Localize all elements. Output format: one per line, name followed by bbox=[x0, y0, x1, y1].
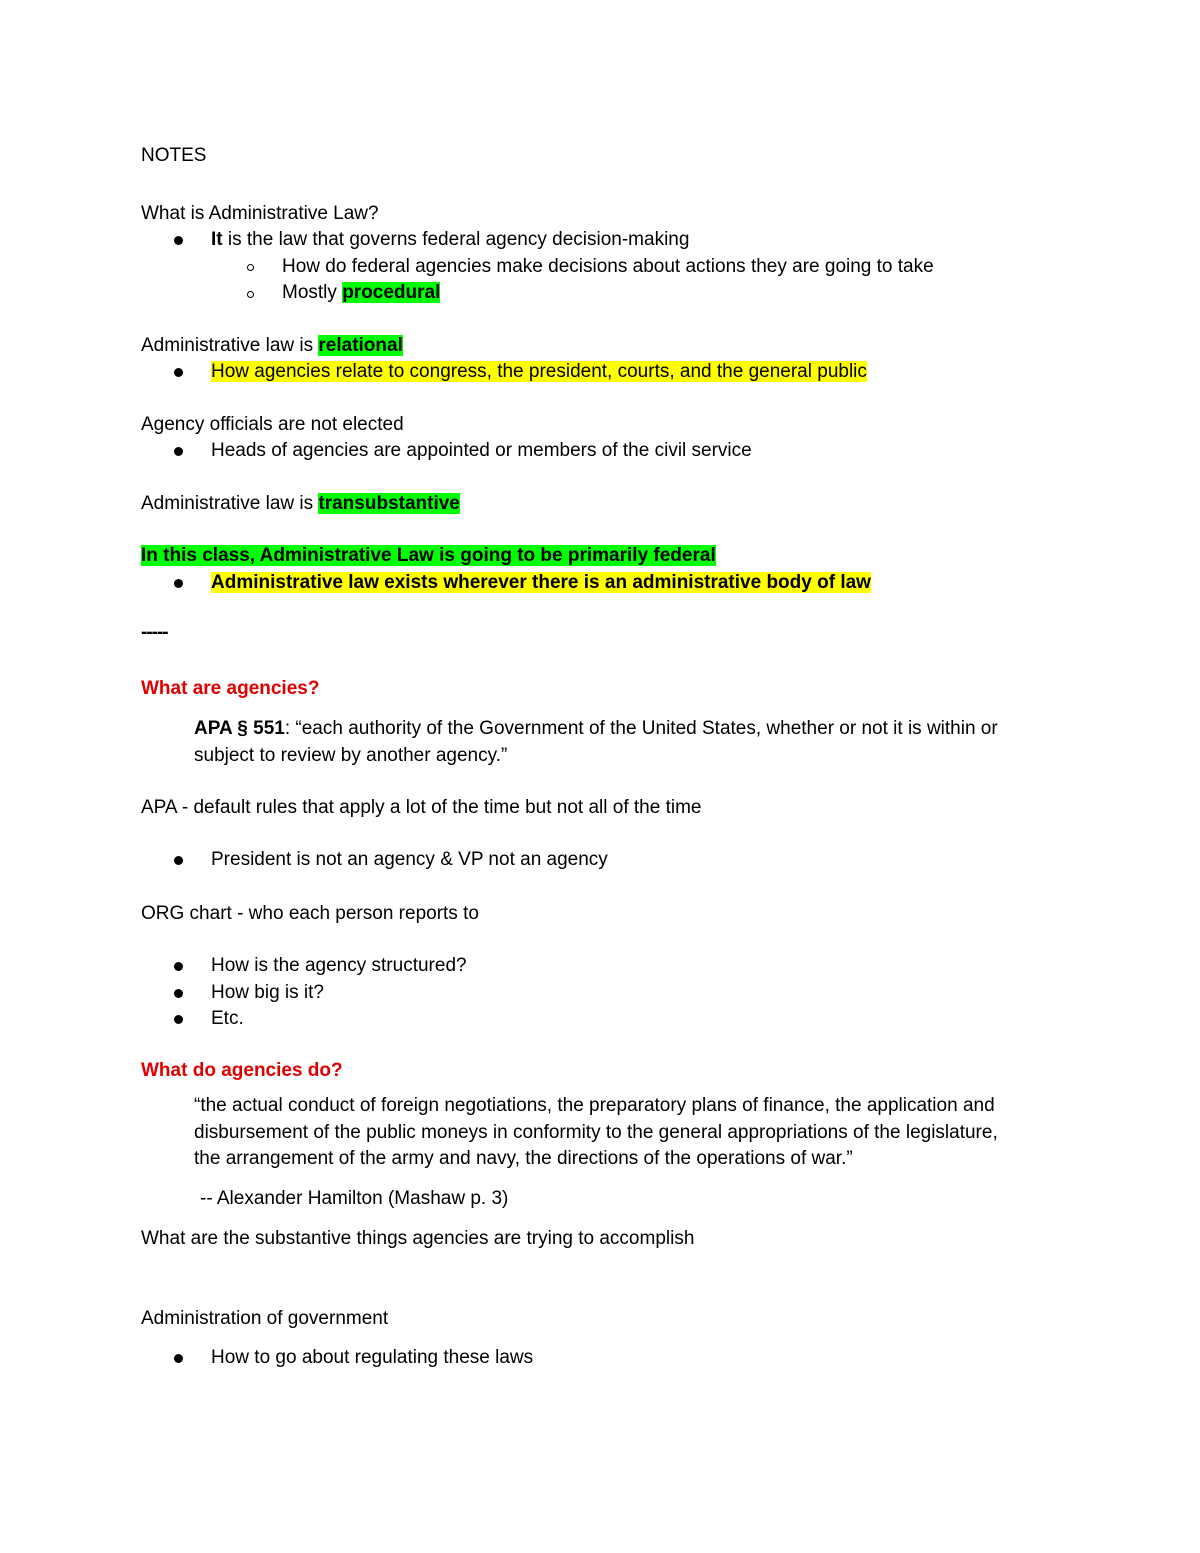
highlight-transubstantive: transubstantive bbox=[318, 493, 460, 514]
bullet-icon bbox=[174, 571, 183, 595]
bullet-icon bbox=[174, 954, 183, 978]
bullet-icon bbox=[174, 1346, 183, 1370]
apa-definition-cont: subject to review by another agency.” bbox=[194, 745, 508, 766]
sub-list-item: How do federal agencies make decisions about actions they are going to take bbox=[282, 256, 934, 277]
bullet-icon bbox=[174, 228, 183, 252]
bullet-icon bbox=[174, 439, 183, 463]
list-item: How to go about regulating these laws bbox=[211, 1347, 534, 1368]
apa-default-rules: APA - default rules that apply a lot of the time but not all of the time bbox=[141, 797, 702, 818]
quote-attribution: -- Alexander Hamilton (Mashaw p. 3) bbox=[200, 1188, 509, 1209]
list-item: President is not an agency & VP not an agency bbox=[211, 849, 608, 870]
heading-what-do-agencies-do: What do agencies do? bbox=[141, 1060, 343, 1081]
highlight-relate: How agencies relate to congress, the president, courts, and the general public bbox=[211, 361, 867, 382]
heading-what-are-agencies: What are agencies? bbox=[141, 678, 320, 699]
bullet-icon bbox=[174, 1007, 183, 1031]
bullet-icon bbox=[174, 360, 183, 384]
org-chart: ORG chart - who each person reports to bbox=[141, 903, 479, 924]
list-item: Heads of agencies are appointed or members of the civil service bbox=[211, 440, 752, 461]
highlight-procedural: procedural bbox=[342, 282, 441, 303]
bullet-icon bbox=[174, 981, 183, 1005]
list-item bbox=[211, 360, 867, 384]
quote-line: “the actual conduct of foreign negotiations, the preparatory plans of finance, the application and bbox=[194, 1095, 995, 1116]
separator: ----- bbox=[141, 622, 168, 643]
list-item: Etc. bbox=[211, 1008, 244, 1029]
list-item: How big is it? bbox=[211, 982, 324, 1003]
heading-not-elected: Agency officials are not elected bbox=[141, 414, 404, 435]
highlight-relational: relational bbox=[318, 335, 403, 356]
list-item: How is the agency structured? bbox=[211, 955, 467, 976]
circle-bullet-icon bbox=[247, 254, 254, 278]
heading-relational: Administrative law is relational bbox=[141, 335, 403, 356]
quote-line: disbursement of the public moneys in conformity to the general appropriations of the legislature, bbox=[194, 1122, 998, 1143]
heading-primarily-federal: In this class, Administrative Law is going to be primarily federal bbox=[141, 545, 716, 566]
heading-transubstantive: Administrative law is transubstantive bbox=[141, 493, 460, 514]
heading-what-is-admin-law: What is Administrative Law? bbox=[141, 203, 379, 224]
sub-list-item: Mostly procedural bbox=[282, 282, 441, 303]
quote-line: the arrangement of the army and navy, the directions of the operations of war.” bbox=[194, 1148, 853, 1169]
bullet-icon bbox=[174, 848, 183, 872]
admin-of-government: Administration of government bbox=[141, 1308, 389, 1329]
list-item: Administrative law exists wherever there is an administrative body of law bbox=[211, 572, 871, 593]
page-title: NOTES bbox=[141, 145, 207, 166]
substantive-question: What are the substantive things agencies are trying to accomplish bbox=[141, 1228, 695, 1249]
circle-bullet-icon bbox=[247, 281, 254, 305]
apa-definition: APA § 551: “each authority of the Government of the United States, whether or not it is within or bbox=[194, 718, 998, 739]
list-item: It is the law that governs federal agency decision-making bbox=[211, 229, 690, 250]
